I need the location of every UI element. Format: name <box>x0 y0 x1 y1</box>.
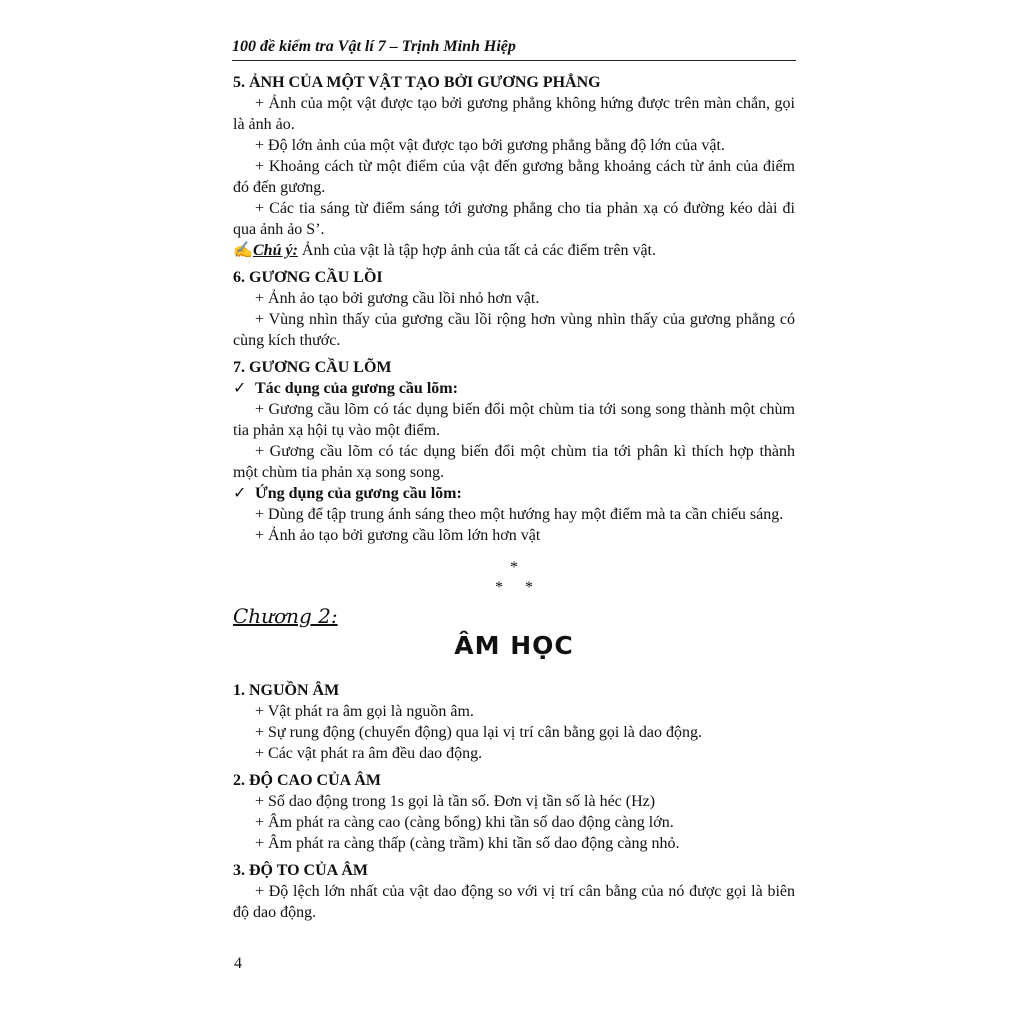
chapter-label: Chương 2: <box>233 604 338 628</box>
note-line <box>233 240 795 261</box>
section-2-item: + Âm phát ra càng cao (càng bổng) khi tần số dao động càng lớn. <box>255 814 674 831</box>
checkmark-icon: ✓ <box>233 485 247 502</box>
section-3-heading: 3. ĐỘ TO CỦA ÂM <box>233 862 368 879</box>
section-3-item: + Độ lệch lớn nhất của vật dao động so với vị trí cân bằng của nó được gọi là biên độ dao động. <box>233 883 795 921</box>
checkmark-icon: ✓ <box>233 380 247 397</box>
subheading-effects <box>233 378 795 399</box>
section-5-item: + Khoảng cách từ một điểm của vật đến gương bằng khoảng cách từ ảnh của điểm đó đến gương. <box>233 158 795 196</box>
section-6-heading: 6. GƯƠNG CẦU LỒI <box>233 269 383 286</box>
subheading-applications <box>233 483 795 504</box>
section-1-item: + Các vật phát ra âm đều dao động. <box>255 745 483 762</box>
note-text: Ảnh của vật là tập hợp ảnh của tất cả các điểm trên vật. <box>297 242 656 259</box>
asterism-top: * <box>510 559 518 576</box>
section-7-item: + Dùng để tập trung ánh sáng theo một hướng hay một điểm mà ta cần chiếu sáng. <box>255 506 784 523</box>
subheading-label: Tác dụng của gương cầu lõm: <box>255 380 458 397</box>
section-5-item: + Ảnh của một vật được tạo bởi gương phẳng không hứng được trên màn chắn, gọi là ảnh ảo. <box>233 95 795 133</box>
section-7-item: + Gương cầu lõm có tác dụng biến đổi một chùm tia tới song song thành một chùm tia phản xạ hội tụ vào một điểm. <box>233 401 795 439</box>
section-5-heading: 5. ẢNH CỦA MỘT VẬT TẠO BỞI GƯƠNG PHẲNG <box>233 74 601 91</box>
section-2-item: + Số dao động trong 1s gọi là tần số. Đơn vị tần số là héc (Hz) <box>255 793 656 810</box>
section-7-item: + Ảnh ảo tạo bởi gương cầu lõm lớn hơn vật <box>255 527 541 544</box>
section-7-heading: 7. GƯƠNG CẦU LÕM <box>233 359 392 376</box>
running-header: 100 đề kiểm tra Vật lí 7 – Trịnh Minh Hiệp <box>232 36 796 61</box>
pencil-icon: ✍ <box>233 242 253 259</box>
page-content <box>233 72 795 923</box>
section-1-item: + Vật phát ra âm gọi là nguồn âm. <box>255 703 474 720</box>
section-6-item: + Ảnh ảo tạo bởi gương cầu lồi nhỏ hơn vật. <box>255 290 540 307</box>
subheading-label: Ứng dụng của gương cầu lõm: <box>255 485 462 502</box>
section-6-item: + Vùng nhìn thấy của gương cầu lồi rộng hơn vùng nhìn thấy của gương phẳng có cùng kích thước. <box>233 311 795 349</box>
section-2-heading: 2. ĐỘ CAO CỦA ÂM <box>233 772 381 789</box>
section-2-item: + Âm phát ra càng thấp (càng trầm) khi tần số dao động càng nhỏ. <box>255 835 680 852</box>
asterism-bottom: * * <box>495 579 533 596</box>
note-label: Chú ý: <box>253 242 298 259</box>
section-5-item: + Các tia sáng từ điểm sáng tới gương phẳng cho tia phản xạ có đường kéo dài đi qua ảnh ảo S’. <box>233 200 795 238</box>
asterism-separator <box>233 558 795 598</box>
page-number: 4 <box>234 955 242 972</box>
section-1-heading: 1. NGUỒN ÂM <box>233 682 340 699</box>
chapter-title: ÂM HỌC <box>454 631 574 660</box>
section-5-item: + Độ lớn ảnh của một vật được tạo bởi gương phẳng bằng độ lớn của vật. <box>255 137 725 154</box>
section-7-item: + Gương cầu lõm có tác dụng biến đổi một chùm tia tới phân kì thích hợp thành một chùm tia phản xạ song song. <box>233 443 795 481</box>
section-1-item: + Sự rung động (chuyển động) qua lại vị trí cân bằng gọi là dao động. <box>255 724 702 741</box>
